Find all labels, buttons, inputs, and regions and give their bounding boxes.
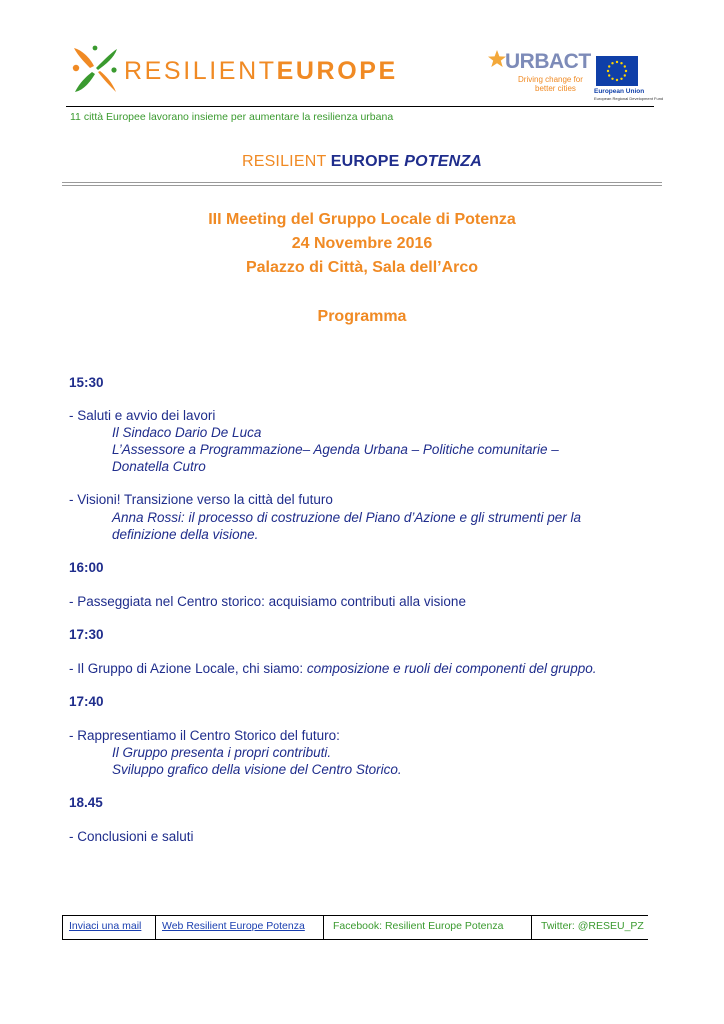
time-slot-1530: 15:30 (69, 375, 104, 390)
title-divider-bottom (62, 185, 662, 186)
agenda-detail-cutro: Donatella Cutro (112, 459, 206, 474)
programme-heading: Programma (317, 308, 407, 325)
brand-part-resilient: RESILIENT (124, 57, 277, 85)
agenda-item-gruppo-text: - Il Gruppo di Azione Locale, chi siamo: (69, 661, 307, 676)
time-slot-1845: 18.45 (69, 795, 103, 810)
european-union-logo (594, 54, 664, 101)
agenda-item-visioni: - Visioni! Transizione verso la città del futuro (69, 492, 333, 507)
footer-web-link[interactable]: Web Resilient Europe Potenza (162, 920, 305, 932)
footer-mail-link[interactable]: Inviaci una mail (69, 920, 142, 932)
meeting-title: III Meeting del Gruppo Locale di Potenza (208, 211, 516, 228)
time-slot-1730: 17:30 (69, 627, 104, 642)
resilient-europe-logo-icon (70, 44, 120, 96)
header-divider (66, 106, 654, 107)
time-slot-1600: 16:00 (69, 560, 104, 575)
urbact-star-icon (487, 49, 507, 69)
eu-label: European Union (594, 88, 645, 95)
footer-divider (531, 915, 532, 940)
urbact-tagline-line2: better cities (535, 84, 576, 93)
agenda-detail-visione: definizione della visione. (112, 527, 259, 542)
eu-sublabel: European Regional Development Fund (594, 96, 664, 101)
eu-flag-icon (596, 56, 638, 86)
eu-stars-icon (596, 56, 638, 86)
footer-divider (155, 915, 156, 940)
title-europe: EUROPE (330, 153, 405, 170)
brand-part-europe: EUROPE (276, 57, 398, 85)
footer-bottom-rule (62, 939, 648, 940)
agenda-detail-sindaco: Il Sindaco Dario De Luca (112, 425, 262, 440)
footer-twitter: Twitter: @RESEU_PZ (541, 920, 644, 932)
footer-top-rule (62, 915, 648, 916)
agenda-detail-contributi: Il Gruppo presenta i propri contributi. (112, 745, 332, 760)
meeting-date: 24 Novembre 2016 (291, 235, 433, 252)
urbact-name: URBACT (505, 50, 591, 73)
agenda-item-gruppo (69, 661, 597, 676)
agenda-item-rappresentiamo: - Rappresentiamo il Centro Storico del futuro: (69, 728, 340, 743)
title-divider-top (62, 182, 662, 183)
urbact-logo (487, 47, 591, 97)
agenda-item-conclusioni: - Conclusioni e saluti (69, 829, 194, 844)
footer-facebook: Facebook: Resilient Europe Potenza (333, 920, 504, 932)
footer-divider (62, 915, 63, 940)
agenda-detail-rossi: Anna Rossi: il processo di costruzione del Piano d’Azione e gli strumenti per la (112, 510, 581, 525)
title-potenza: POTENZA (404, 153, 483, 170)
header-tagline: 11 città Europee lavorano insieme per aumentare la resilienza urbana (70, 111, 394, 123)
title-resilient: RESILIENT (241, 153, 331, 170)
agenda-item-gruppo-italic: composizione e ruoli dei componenti del gruppo. (306, 661, 597, 676)
document-title (0, 153, 724, 171)
time-slot-1740: 17:40 (69, 694, 104, 709)
footer-divider (323, 915, 324, 940)
urbact-tagline-line1: Driving change for (518, 75, 583, 84)
meeting-venue: Palazzo di Città, Sala dell’Arco (245, 259, 479, 276)
agenda-detail-assessore: L’Assessore a Programmazione– Agenda Urbana – Politiche comunitarie – (112, 442, 559, 457)
brand-wordmark (124, 57, 398, 86)
agenda-item-passeggiata: - Passeggiata nel Centro storico: acquisiamo contributi alla visione (69, 594, 466, 609)
agenda-detail-sviluppo: Sviluppo grafico della visione del Centro Storico. (112, 762, 402, 777)
agenda-item-saluti: - Saluti e avvio dei lavori (69, 408, 216, 423)
